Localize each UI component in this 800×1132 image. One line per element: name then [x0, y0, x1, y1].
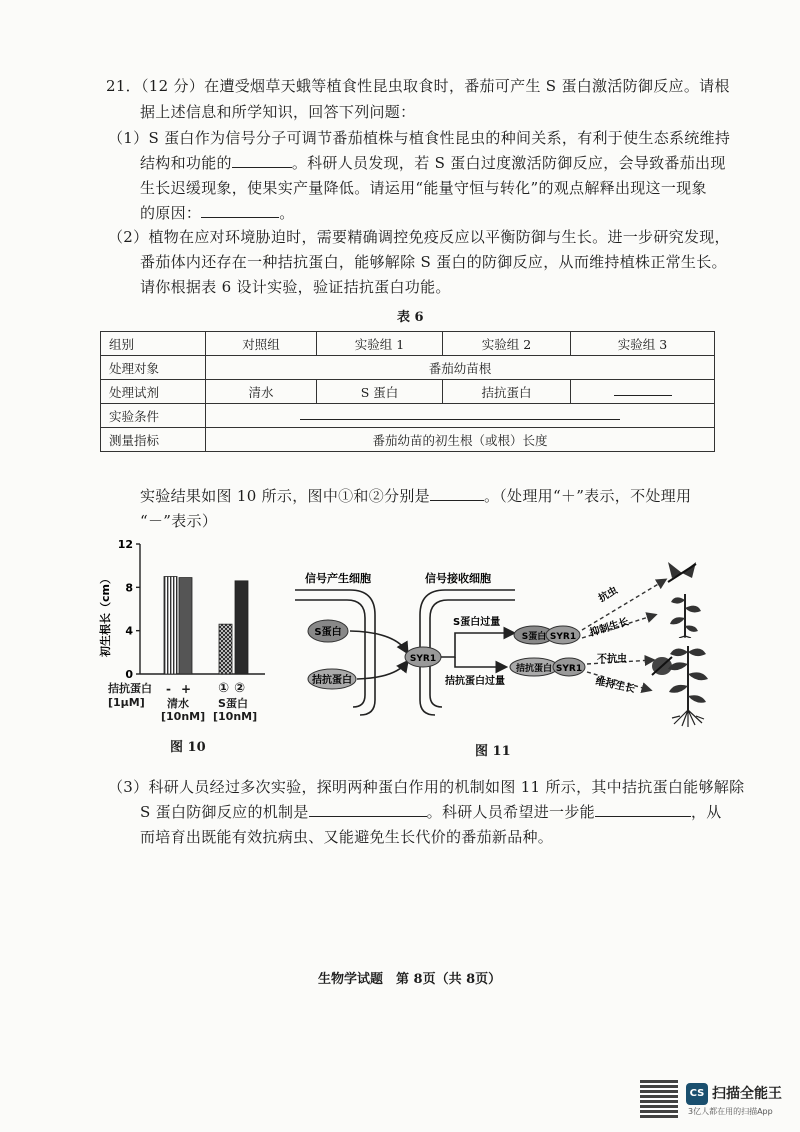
figure-10-chart — [95, 530, 285, 760]
antagonist-excess-label: 拮抗蛋白过量 — [445, 676, 505, 687]
part2-line1: （2）植物在应对环境胁迫时，需要精确调控免疫反应以平衡防御与生长。进一步研究发现， — [108, 228, 730, 246]
result-line2: “－”表示） — [140, 512, 218, 530]
table-row — [101, 356, 715, 380]
part3-line2 — [140, 801, 722, 823]
antagonist-label: 拮抗蛋白 — [312, 675, 352, 686]
y-tick-label: 12 — [117, 538, 133, 551]
part1-text: 。科研人员发现，若 S 蛋白过度激活防御反应，会导致番茄出现 — [291, 154, 726, 172]
table-cell: 实验组 2 — [443, 332, 571, 356]
table-row — [101, 404, 715, 428]
bar-1 — [164, 577, 177, 675]
table-cell-blank[interactable] — [571, 380, 715, 404]
row-label-name: 拮抗蛋白 — [108, 682, 152, 695]
figure-11-diagram — [295, 560, 715, 730]
table-title: 表 6 — [397, 310, 424, 325]
stunted-plant-icon — [662, 586, 708, 638]
s-protein-label: S蛋白 — [314, 627, 342, 638]
answer-blank[interactable] — [595, 802, 691, 817]
syr1-label: SYR1 — [409, 654, 437, 664]
signal-cell-inner-membrane — [295, 600, 365, 707]
answer-blank[interactable] — [232, 153, 292, 168]
outcome2-label-b: 维持生长 — [594, 676, 636, 696]
table-cell-blank[interactable] — [206, 404, 715, 428]
marker-2: ② — [234, 681, 246, 696]
marker-1: ① — [218, 681, 230, 696]
bar-2 — [179, 578, 192, 674]
signal-cell-label: 信号产生细胞 — [305, 572, 371, 585]
part1-line1: （1）S 蛋白作为信号分子可调节番茄植株与植食性昆虫的种间关系，有利于使生态系统维持 — [108, 129, 731, 147]
outcome1-label-a: 抗虫 — [597, 585, 620, 605]
part1-text: 结构和功能的 — [140, 154, 232, 172]
table-row — [101, 380, 715, 404]
question-stem-line2: 据上述信息和所学知识，回答下列问题： — [140, 103, 416, 121]
outcome1-label-b: 抑制生长 — [588, 616, 631, 639]
scanner-logo: CS — [686, 1083, 708, 1105]
question-stem-line1: 21．（12 分）在遭受烟草天蛾等植食性昆虫取食时，番茄可产生 S 蛋白激活防御反应。请根 — [106, 77, 730, 95]
table-cell: 番茄幼苗的初生根（或根）长度 — [206, 428, 715, 452]
answer-blank[interactable] — [614, 385, 672, 396]
healthy-plant-icon — [660, 640, 716, 728]
page-footer: 生物学试题 第 8页（共 8页） — [318, 972, 502, 987]
answer-blank[interactable] — [430, 486, 484, 501]
s-excess-arrow — [441, 633, 513, 657]
group2-conc: [10nM] — [213, 710, 258, 723]
group1-label — [161, 697, 206, 723]
scanner-name: 扫描全能王 — [712, 1086, 782, 1102]
table-cell: 测量指标 — [101, 428, 206, 452]
minus-label: - — [166, 682, 171, 696]
plus-label: + — [181, 682, 192, 696]
s-excess-label: S蛋白过量 — [453, 617, 501, 628]
answer-blank[interactable] — [309, 802, 427, 817]
table-cell: 清水 — [206, 380, 317, 404]
group2-name: S蛋白 — [218, 697, 248, 710]
y-tick-label: 8 — [125, 581, 133, 595]
a-complex-antagonist-label: 拮抗蛋白 — [515, 664, 553, 674]
moth-icon — [664, 560, 700, 586]
outcome2-label-a: 不抗虫 — [597, 654, 627, 665]
bar-3 — [219, 624, 232, 674]
antagonist-excess-arrow — [455, 657, 505, 667]
table-row — [101, 428, 715, 452]
y-axis-label: 初生根长（cm） — [99, 573, 112, 657]
table-cell: 实验条件 — [101, 404, 206, 428]
row-label — [108, 682, 152, 710]
s-complex-syr1-label: SYR1 — [549, 632, 577, 642]
answer-blank[interactable] — [201, 203, 279, 218]
group1-conc: [10nM] — [161, 710, 206, 723]
bar-4 — [235, 581, 248, 674]
s-complex-s-label: S蛋白 — [521, 632, 547, 642]
part3-text: 。科研人员希望进一步能 — [426, 803, 595, 821]
group1-name: 清水 — [167, 697, 189, 710]
y-tick-label: 4 — [125, 624, 133, 638]
receive-cell-label: 信号接收细胞 — [425, 572, 491, 585]
result-line1 — [140, 485, 691, 507]
table-cell: 对照组 — [206, 332, 317, 356]
s-to-syr1-arrow — [350, 631, 407, 652]
a-complex-syr1-label: SYR1 — [555, 664, 583, 674]
scanner-tagline: 3亿人都在用的扫描App — [688, 1107, 773, 1116]
table-cell: S 蛋白 — [317, 380, 443, 404]
part1-line2 — [140, 152, 726, 174]
y-tick-label: 0 — [125, 668, 133, 681]
part3-text: ，从 — [690, 803, 722, 821]
answer-blank[interactable] — [300, 409, 620, 420]
result-text: 。（处理用“＋”表示，不处理用 — [483, 487, 692, 505]
row-label-conc: [1μM] — [108, 696, 145, 709]
qr-code-icon — [640, 1080, 678, 1118]
table-cell: 处理试剂 — [101, 380, 206, 404]
table-cell: 组别 — [101, 332, 206, 356]
part1-line3: 生长迟缓现象，使果实产量降低。请运用“能量守恒与转化”的观点解释出现这一现象 — [140, 179, 707, 197]
table-cell: 处理对象 — [101, 356, 206, 380]
part2-line3: 请你根据表 6 设计实验，验证拮抗蛋白功能。 — [140, 278, 451, 296]
part1-text: 的原因： — [140, 204, 202, 222]
part3-line1: （3）科研人员经过多次实验，探明两种蛋白作用的机制如图 11 所示，其中拮抗蛋白能够解除 — [108, 778, 745, 796]
figure-11-caption: 图 11 — [475, 744, 511, 759]
result-text: 实验结果如图 10 所示，图中①和②分别是 — [140, 487, 430, 505]
part2-line2: 番茄体内还存在一种拮抗蛋白，能够解除 S 蛋白的防御反应，从而维持植株正常生长。 — [140, 253, 727, 271]
table-cell: 实验组 3 — [571, 332, 715, 356]
table-6 — [100, 331, 715, 452]
table-cell: 拮抗蛋白 — [443, 380, 571, 404]
group2-label — [213, 697, 258, 723]
table-cell: 实验组 1 — [317, 332, 443, 356]
part3-line3: 而培育出既能有效抗病虫、又能避免生长代价的番茄新品种。 — [140, 828, 554, 846]
part3-text: S 蛋白防御反应的机制是 — [140, 803, 309, 821]
table-row — [101, 332, 715, 356]
part1-text: 。 — [279, 204, 295, 222]
figure-10-caption: 图 10 — [170, 740, 206, 755]
table-cell: 番茄幼苗根 — [206, 356, 715, 380]
part1-line4 — [140, 202, 295, 224]
